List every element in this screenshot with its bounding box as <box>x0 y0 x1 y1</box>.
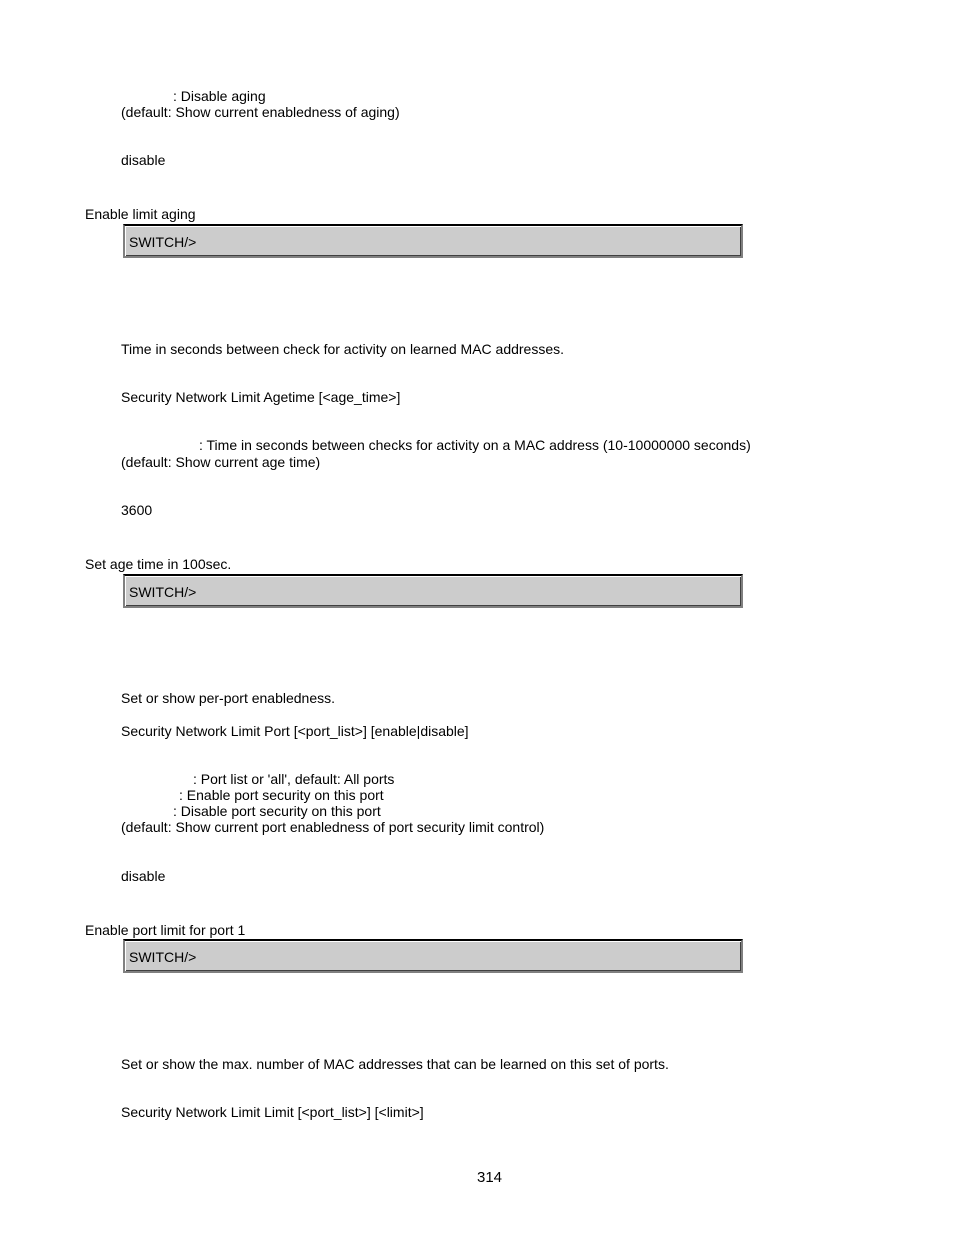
port-example-title: Enable port limit for port 1 <box>85 922 246 938</box>
port-param-disable: : Disable port security on this port <box>173 803 381 819</box>
console-prompt: SWITCH/> <box>129 234 197 250</box>
port-description: Set or show per-port enabledness. <box>121 690 336 706</box>
agetime-syntax: Security Network Limit Agetime [<age_time>] <box>121 389 401 405</box>
console-prompt: SWITCH/> <box>129 949 197 965</box>
agetime-example-title: Set age time in 100sec. <box>85 556 232 572</box>
port-param-enable: : Enable port security on this port <box>179 787 384 803</box>
port-param-port-list: : Port list or 'all', default: All ports <box>193 771 395 787</box>
port-default-value: disable <box>121 868 166 884</box>
port-syntax: Security Network Limit Port [<port_list>] [enable|disable] <box>121 723 469 739</box>
agetime-description: Time in seconds between check for activity on learned MAC addresses. <box>121 341 565 357</box>
aging-example-console <box>123 224 743 258</box>
aging-default-note: (default: Show current enabledness of aging) <box>121 104 400 120</box>
limit-description: Set or show the max. number of MAC addresses that can be learned on this set of ports. <box>121 1056 669 1072</box>
aging-example-title: Enable limit aging <box>85 206 196 222</box>
port-default-note: (default: Show current port enabledness of port security limit control) <box>121 819 545 835</box>
port-example-console <box>123 939 743 973</box>
agetime-default-note: (default: Show current age time) <box>121 454 321 470</box>
page-number: 314 <box>477 1169 503 1186</box>
agetime-param-age-time: : Time in seconds between checks for activity on a MAC address (10-10000000 seconds) <box>199 437 751 453</box>
agetime-default-value: 3600 <box>121 502 153 518</box>
limit-syntax: Security Network Limit Limit [<port_list>] [<limit>] <box>121 1104 424 1120</box>
aging-param-disable: : Disable aging <box>173 88 266 104</box>
console-prompt: SWITCH/> <box>129 584 197 600</box>
aging-default-value: disable <box>121 152 166 168</box>
agetime-example-console <box>123 574 743 608</box>
